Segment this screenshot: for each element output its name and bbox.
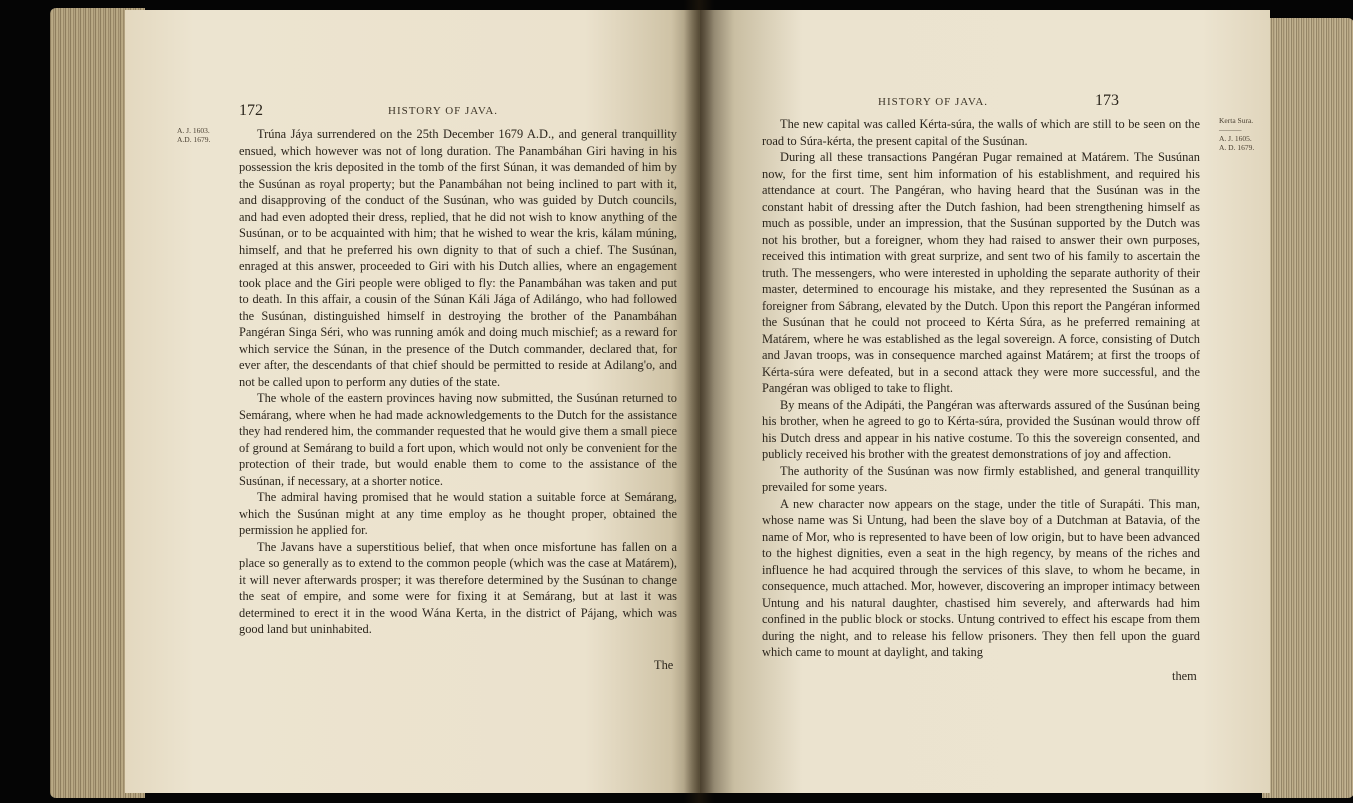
catchword: them	[1172, 669, 1197, 683]
catchword: The	[654, 658, 674, 672]
right-page-edges	[1262, 18, 1353, 798]
left-page	[125, 10, 700, 793]
margin-note: Kerta Sura. ——— A. J. 1605. A. D. 1679.	[1219, 116, 1255, 152]
margin-note: A. J. 1603. A.D. 1679.	[177, 126, 211, 144]
body-text	[239, 126, 677, 638]
paragraph: The Javans have a superstitious belief, that when once misfortune has fallen on a place so generally as to extend to the common people (which was the case at Matárem), it will never afterwards prosper; it was therefore determined by the Susúnan to change the seat of empire, and some were for fixing it at Semárang, but at last it was determined to erect it in the wood Wána Kerta, in the district of Pájang, which was good land but uninhabited.	[239, 539, 677, 636]
body-text	[762, 116, 1200, 661]
open-book	[20, 0, 1340, 803]
paragraph: The new capital was called Kérta-súra, the walls of which are still to be seen on the road to Súra-kérta, the present capital of the Susúnan.	[762, 117, 1200, 148]
paragraph: The admiral having promised that he would station a suitable force at Semárang, which the Susúnan might at any time employ as he thought proper, obtained the permission he applied for.	[239, 490, 677, 537]
right-page	[700, 10, 1270, 793]
paragraph: During all these transactions Pangéran Pugar remained at Matárem. The Susúnan now, for the first time, sent him information of his establishment, and required his attendance at court. The Pangéran, who having heard that the Susúnan was in the constant habit of dressing after the Dutch fashion, had been strengthening himself as much as possible, under an impression, that the Susúnan supported by the Dutch was not his brother, but a foreigner, whom they had raised to answer their own purposes, received this intimation with great surprize, and sent two of his family to ascertain the truth. The messengers, who were interested in upholding the separate authority of their master, determined to encourage his mistake, and they represented the Susúnan as a foreigner from Sábrang, elevated by the Dutch. Upon this report the Pangéran informed the Susúnan that he could not proceed to Kérta Súra, as he preferred remaining at Matárem, where he was established as the legal sovereign. A force, consisting of Dutch and Javan troops, was in consequence marched against Matárem; at first the troops of Kérta-súra were defeated, but in a second attack they were more successful, and the Pangéran was obliged to take to flight.	[762, 150, 1200, 395]
paragraph: A new character now appears on the stage, under the title of Surapáti. This man, whose name was Si Untung, had been the slave boy of a Dutchman at Batavia, of the name of Mor, who is represented to have been of low origin, but to have been advanced to the highest dignities, even a seat in the high regency, by means of the riches and influence he had acquired through the services of this slave, to whom he became, in consequence, much attached. Mor, however, discovering an improper intimacy between Untung and his natural daughter, chastised him severely, and afterwards had him confined in the public block or stocks. Untung contrived to effect his escape from them during the night, and to release his fellow prisoners. They then fell upon the guard which came to mount at daylight, and taking	[762, 496, 1200, 659]
running-head: HISTORY OF JAVA.	[388, 105, 499, 117]
paragraph: The authority of the Susúnan was now firmly established, and general tranquillity prevailed for some years.	[762, 463, 1200, 494]
paragraph: Trúna Jáya surrendered on the 25th December 1679 A.D., and general tranquillity ensued, which however was not of long duration. The Panambáhan Giri having in his possession the kris deposited in the tomb of the first Súnan, it was demanded of him by the Susúnan as royal property; but the Panambáhan not being inclined to part with it, and disapproving of the conduct of the Susúnan, who was guided by Dutch councils, and had even adopted their dress, replied, that he did not wish to know anything of the Susúnan, or to be acquainted with him; that he wished to wear the kris, kálam múning, himself, and that he preferred his own dignity to that of such a chief. The Susúnan, enraged at this answer, proceeded to Giri with his Dutch allies, where an engagement took place and the Giri people were obliged to fly: the Panambáhan was taken and put to death. In this affair, a cousin of the Súnan Káli Jága of Adilángo, who had followed the Susúnan, distinguished himself in destroying the brother of the Panambáhan Pangéran Singa Séri, who was running amók and doing much mischief; as a reward for which service the Súnan, in the presence of the Dutch commander, declared that, for ever after, the descendants of that chief should be permitted to reside at Adilang'o, and not be called upon to perform any duties of the state.	[239, 127, 677, 389]
page-number: 173	[1095, 92, 1119, 109]
running-head: HISTORY OF JAVA.	[878, 96, 989, 108]
paragraph: The whole of the eastern provinces having now submitted, the Susúnan returned to Semárang, where when he had made acknowledgements to the Dutch for the assistance they had rendered him, the commander requested that he would give them a small piece of ground at Semárang to build a fort upon, which would not only be convenient for the protection of their trade, but would enable them to come to the assistance of the Susúnan, if necessary, at a shorter notice.	[239, 391, 677, 488]
page-number: 172	[239, 102, 263, 119]
book-gutter	[684, 0, 714, 803]
paragraph: By means of the Adipáti, the Pangéran was afterwards assured of the Susúnan being his brother, when he agreed to go to Kérta-súra, provided the Susúnan would throw off his Dutch dress and appear in his native costume. To this the sovereign consented, and publicly received his brother with the greatest demonstrations of joy and affection.	[762, 397, 1200, 461]
